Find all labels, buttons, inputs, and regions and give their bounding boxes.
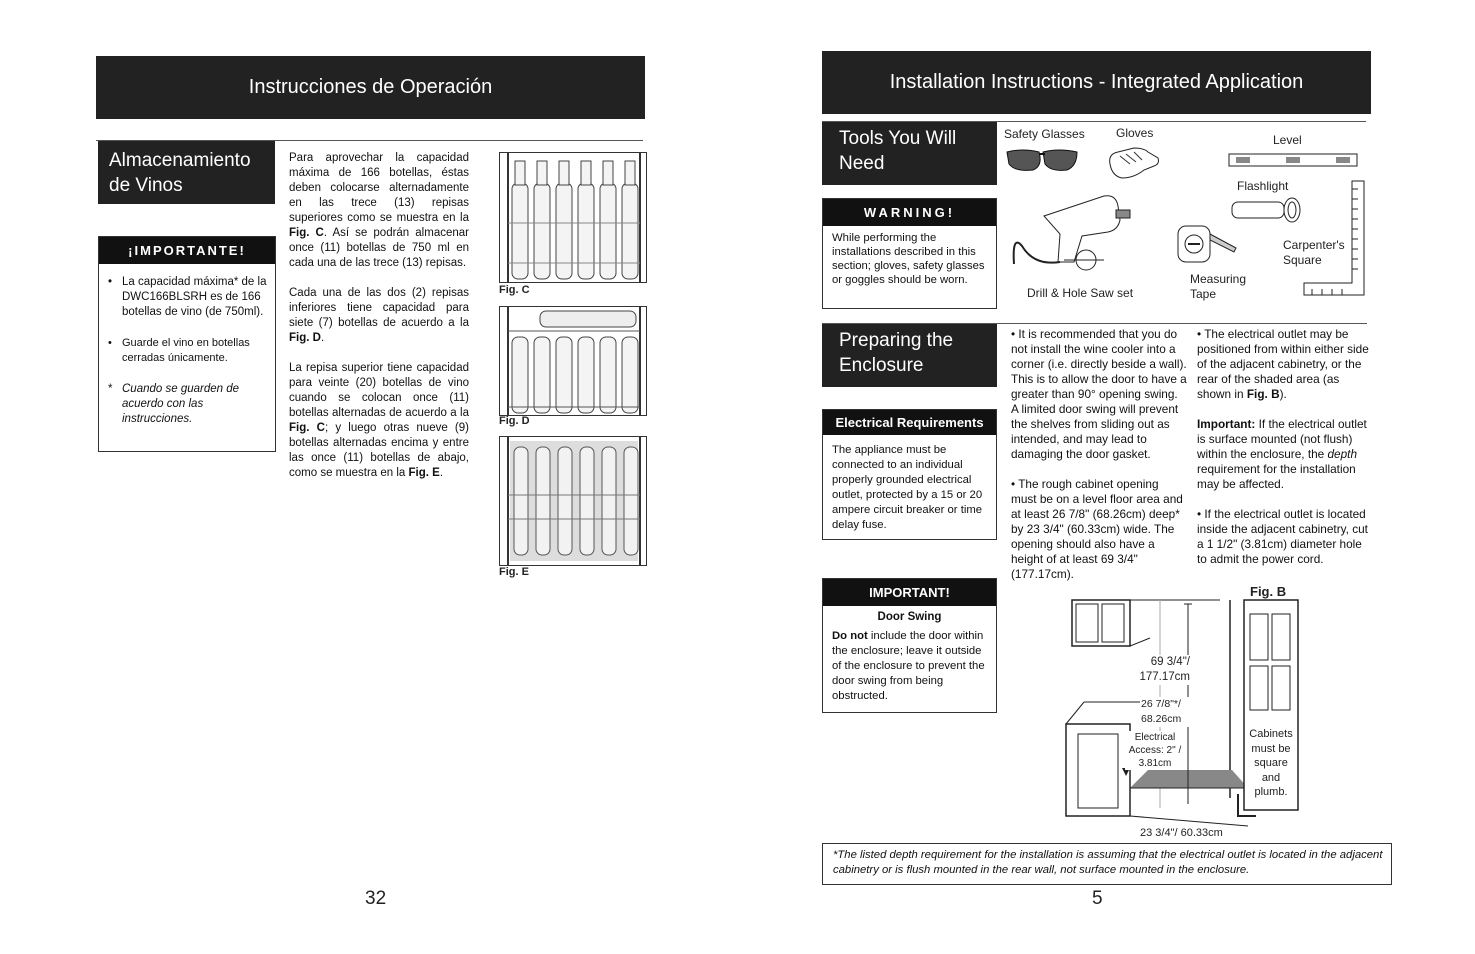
footnote-text: *The listed depth requirement for the installation is assuming that the electrical outlet is located in the adjacent cabinetry or is flush mounted in the rear wall, not surface mounted in the enclosure.: [833, 849, 1383, 876]
importante-item: [108, 275, 267, 320]
section-almacenamiento-title: Almacenamiento de Vinos: [109, 150, 251, 196]
warning-box: [822, 198, 997, 309]
safety-glasses-icon: [1003, 146, 1081, 174]
label-gloves: Gloves: [1116, 126, 1154, 140]
figure-c: [499, 152, 647, 283]
figure-d: [499, 306, 647, 416]
section-tools-title: Tools You Will Need: [839, 128, 957, 174]
importante-box: [98, 236, 276, 452]
footnote-box: [822, 843, 1392, 885]
section-preparing: [822, 324, 997, 387]
label-drill: Drill & Hole Saw set: [1027, 286, 1134, 300]
warning-text: While performing the installations described in this section; gloves, safety glasses or goggles should be worn.: [832, 232, 985, 286]
label-level: Level: [1273, 133, 1302, 147]
enclosure-column-2: [1197, 327, 1371, 567]
measuring-tape-icon: [1176, 222, 1240, 270]
spanish-text-column: [289, 151, 469, 481]
enclosure-para-1: • It is recommended that you do not install the wine cooler into a corner (i.e. directly beside a wall). This is to allow the door to have a greater than 90° opening swing. A limited door swing will prevent the shelves from sliding out as intended, and may lead to damaging the door gasket.: [1011, 327, 1187, 461]
door-swing-text: Do not include the door within the enclosure; leave it outside of the enclosure to prevent the door swing from being obstructed.: [832, 630, 985, 702]
enclosure-column-1: [1011, 327, 1187, 582]
diagram-cabinets-label: Cabinets must be square and plumb.: [1246, 727, 1296, 800]
electrical-header: [823, 410, 996, 435]
figure-e: [499, 436, 647, 566]
label-square: Carpenter's Square: [1283, 238, 1345, 267]
fig-b-label: Fig. B: [1250, 584, 1287, 599]
importante-header: [99, 237, 275, 264]
enclosure-para-2: • The rough cabinet opening must be on a level floor area and at least 26 7/8" (68.26cm) deep* by 23 3/4" (60.33cm) wide. The opening should also have a height of at least 69 3/4" (177.17cm).: [1011, 477, 1183, 581]
section-almacenamiento: [98, 141, 275, 204]
importante-item-text: La capacidad máxima* de la DWC166BLSRH es de 166 botellas de vino (de 750ml).: [122, 276, 267, 318]
importante-header-text: ¡IMPORTANTE!: [128, 243, 246, 258]
bullet: •: [108, 337, 112, 349]
door-swing-box: [822, 578, 997, 713]
label-safety-glasses: Safety Glasses: [1004, 127, 1085, 141]
left-page-number: 32: [365, 888, 387, 909]
label-tape: Measuring Tape: [1190, 272, 1247, 301]
importante-item: [108, 382, 267, 427]
paragraph-3: La repisa superior tiene capacidad para veinte (20) botellas de vino cuando se colocan once (11) botellas alternadas de acuerdo a la Fig. C; y luego otras nueve (9) botellas alternadas encima y entre las once (11) botellas de abajo, como se muestra en la Fig. E.: [289, 362, 469, 479]
gloves-icon: [1104, 144, 1162, 184]
left-banner-title: Instrucciones de Operación: [248, 76, 493, 98]
importante-item: [108, 336, 267, 366]
electrical-box: [822, 409, 997, 540]
diagram-depth-label: 26 7/8"*/ 68.26cm: [1141, 697, 1191, 727]
importante-list: [99, 264, 275, 427]
door-swing-title: Door Swing: [877, 611, 942, 623]
electrical-text: The appliance must be connected to an individual properly grounded electrical outlet, protected by a 15 or 20 ampere circuit breaker or time delay fuse.: [832, 444, 983, 531]
paragraph-1: Para aprovechar la capacidad máxima de 166 botellas, éstas deben colocarse alternadamente en las trece (13) repisas superiores como se muestra en la Fig. C. Así se podrán almacenar once (11) botellas de 750 ml en cada una de las trece (13) repisas.: [289, 152, 469, 269]
left-page-banner: [96, 56, 645, 119]
important-header-text: IMPORTANT!: [869, 585, 950, 600]
electrical-header-text: Electrical Requirements: [835, 415, 984, 430]
diagram-electrical-label: Electrical Access: 2" / 3.81cm: [1125, 731, 1185, 770]
section-preparing-title: Preparing the Enclosure: [839, 330, 954, 376]
bullet: •: [108, 276, 113, 288]
flashlight-icon: [1230, 196, 1302, 224]
warning-header-text: WARNING!: [863, 205, 956, 220]
wine-rack-illustration: [500, 437, 647, 566]
fig-e-label: Fig. E: [499, 566, 529, 578]
diagram-width-label: 23 3/4"/ 60.33cm: [1140, 827, 1223, 839]
wine-rack-illustration: [500, 153, 647, 283]
carpenters-square-icon: [1302, 179, 1366, 297]
bullet: *: [108, 383, 113, 395]
outlet-para-1: • The electrical outlet may be positioned from within either side of the adjacent cabinetry, or the rear of the shaded area (as shown in Fig. B).: [1197, 327, 1369, 401]
drill-icon: [1004, 186, 1134, 276]
importante-item-text: Cuando se guarden de acuerdo con las instrucciones.: [122, 383, 240, 425]
wine-rack-illustration: [500, 307, 647, 416]
level-icon: [1228, 151, 1358, 169]
fig-c-label: Fig. C: [499, 284, 530, 296]
importante-item-text: Guarde el vino en botellas cerradas únicamente.: [122, 337, 250, 364]
right-banner-title: Installation Instructions - Integrated Application: [889, 71, 1304, 93]
section-tools: [822, 122, 997, 185]
warning-header: [823, 199, 996, 226]
label-flashlight: Flashlight: [1237, 179, 1289, 193]
right-page-banner: [822, 51, 1371, 114]
important-header: [823, 579, 996, 606]
outlet-para-3: • If the electrical outlet is located inside the adjacent cabinetry, cut a 1 1/2" (3.81cm) diameter hole to admit the power cord.: [1197, 507, 1368, 566]
outlet-para-2: Important: If the electrical outlet is surface mounted (not flush) within the enclosure, the depth requirement for the installation may be affected.: [1197, 417, 1367, 491]
right-page-number: 5: [1092, 888, 1103, 909]
fig-d-label: Fig. D: [499, 415, 530, 427]
diagram-height-label: 69 3/4"/ 177.17cm: [1128, 655, 1190, 685]
paragraph-2: Cada una de las dos (2) repisas inferiores tiene capacidad para siete (7) botellas de acuerdo a la Fig. D.: [289, 287, 469, 344]
